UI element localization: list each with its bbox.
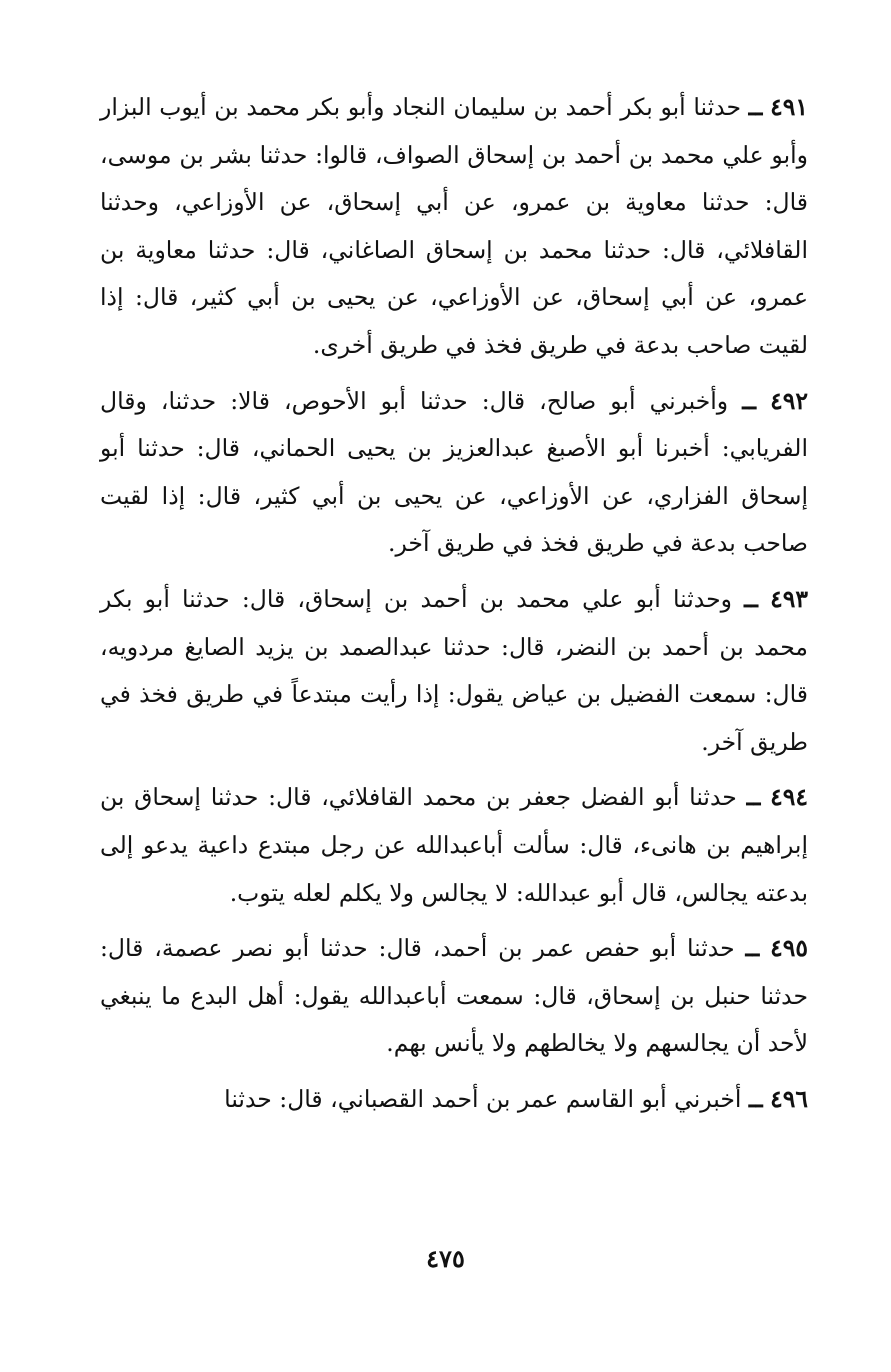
hadith-number: ٤٩٣ bbox=[770, 584, 808, 613]
hadith-number: ٤٩٢ bbox=[770, 386, 808, 415]
hadith-text: وحدثنا أبو علي محمد بن أحمد بن إسحاق، قال: حدثنا أبو بكر محمد بن أحمد بن النضر، قال: حدثنا عبدالصمد بن يزيد الصايغ مردويه، قال: سمعت الفضيل بن عياض يقول: إذا رأيت مبتدعاً في طريق فخذ في طريق آخر. bbox=[100, 584, 808, 756]
hadith-number: ٤٩٦ bbox=[770, 1084, 808, 1113]
hadith-dash: ــ bbox=[742, 386, 757, 415]
hadith-paragraph-491 bbox=[100, 84, 808, 370]
hadith-paragraph-494 bbox=[100, 774, 808, 917]
hadith-paragraph-495 bbox=[100, 925, 808, 1068]
hadith-paragraph-493 bbox=[100, 576, 808, 766]
hadith-text: أخبرني أبو القاسم عمر بن أحمد القصباني، قال: حدثنا bbox=[224, 1084, 742, 1113]
hadith-dash: ــ bbox=[745, 934, 760, 963]
hadith-text: وأخبرني أبو صالح، قال: حدثنا أبو الأحوص، قالا: حدثنا، وقال الفريابي: أخبرنا أبو الأصبغ عبدالعزيز بن يحيى الحماني، قال: حدثنا أبو إسحاق الفزاري، عن الأوزاعي، عن يحيى بن أبي كثير، قال: إذا لقيت صاحب بدعة في طريق فخذ في طريق آخر. bbox=[100, 386, 808, 558]
hadith-number: ٤٩١ bbox=[770, 93, 808, 121]
hadith-text: حدثنا أبو بكر أحمد بن سليمان النجاد وأبو بكر محمد بن أيوب البزار وأبو علي محمد بن أحمد بن إسحاق الصواف، قالوا: حدثنا بشر بن موسى، قال: حدثنا معاوية بن عمرو، عن أبي إسحاق، عن الأوزاعي، وحدثنا القافلائي، قال: حدثنا محمد بن إسحاق الصاغاني، قال: حدثنا معاوية بن عمرو، عن أبي إسحاق، عن الأوزاعي، عن يحيى بن أبي كثير، قال: إذا لقيت صاحب بدعة في طريق فخذ في طريق أخرى. bbox=[100, 93, 808, 359]
hadith-dash: ــ bbox=[748, 1084, 763, 1113]
hadith-dash: ــ bbox=[748, 93, 763, 121]
hadith-text: حدثنا أبو حفص عمر بن أحمد، قال: حدثنا أبو نصر عصمة، قال: حدثنا حنبل بن إسحاق، قال: سمعت أباعبدالله يقول: أهل البدع ما ينبغي لأحد أن يجالسهم ولا يخالطهم ولا يأنس بهم. bbox=[100, 934, 808, 1058]
hadith-paragraph-496 bbox=[100, 1076, 808, 1124]
hadith-paragraph-492 bbox=[100, 378, 808, 568]
hadith-dash: ــ bbox=[746, 783, 761, 812]
page-number: ٤٧٥ bbox=[426, 1244, 465, 1273]
page-body bbox=[100, 84, 808, 1123]
hadith-dash: ــ bbox=[744, 584, 758, 613]
hadith-text: حدثنا أبو الفضل جعفر بن محمد القافلائي، قال: حدثنا إسحاق بن إبراهيم بن هانىء، قال: سألت أباعبدالله عن رجل مبتدع داعية يدعو إلى بدعته يجالس، قال أبو عبدالله: لا يجالس ولا يكلم لعله يتوب. bbox=[100, 783, 808, 907]
hadith-number: ٤٩٤ bbox=[770, 783, 808, 812]
hadith-number: ٤٩٥ bbox=[770, 934, 808, 963]
